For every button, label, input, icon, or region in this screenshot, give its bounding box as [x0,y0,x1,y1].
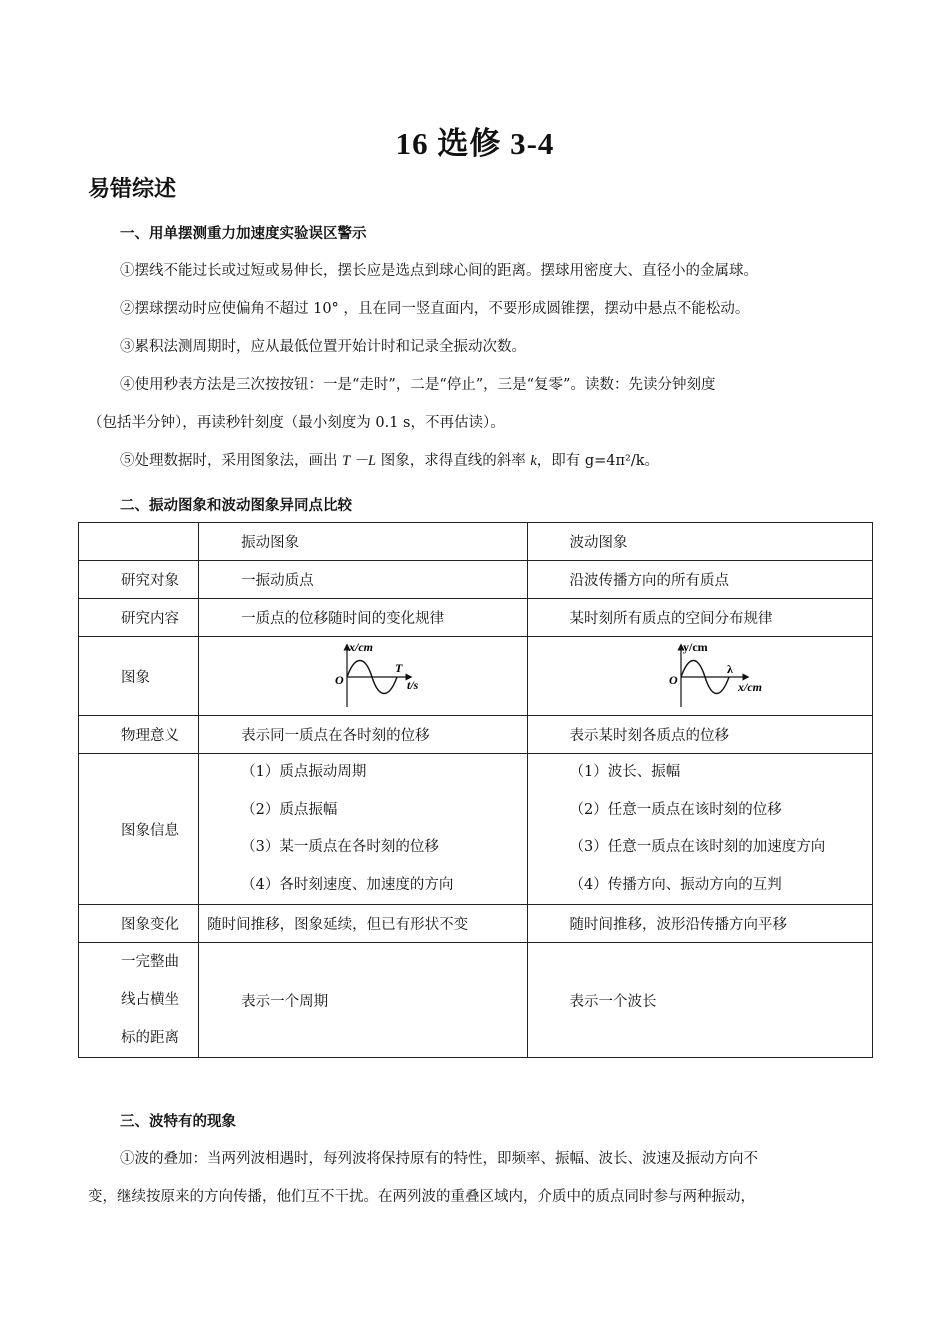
vib-origin: O [335,673,344,687]
row-label-span-line2: 线占横坐 [121,992,179,1008]
part3-item1-line1: ①波的叠加：当两列波相遇时，每列波将保持原有的特性，即频率、振幅、波长、波速及振动方向不 [120,1151,758,1167]
vib-info-2: （2）质点振幅 [241,801,338,818]
vib-object: 一振动质点 [199,561,527,599]
vib-info-3: （3）某一质点在各时刻的位移 [241,839,439,855]
row-label-graph: 图象 [79,637,199,716]
wave-info-3: （3）任意一质点在该时刻的加速度方向 [569,839,826,855]
vib-info-1: （1）质点振动周期 [241,764,367,780]
part1-item2: ②摆球摆动时应使偏角不超过 10° ，且在同一竖直面内，不要形成圆锥摆，摆动中悬点不能松动。 [120,301,750,317]
row-label-span [79,943,199,1058]
part1-item5-mid: 图象，求得直线的斜率 [376,453,531,469]
part1-item5-post: ，即有 g=4π²/k。 [536,453,660,469]
header-empty-cell [79,523,199,561]
wave-object: 沿波传播方向的所有质点 [527,561,872,599]
wave-meaning: 表示某时刻各质点的位移 [527,716,872,754]
wave-info-4: （4）传播方向、振动方向的互判 [569,876,782,893]
part1-item5-var: T －L [342,453,377,469]
vib-span: 表示一个周期 [199,943,527,1058]
wave-origin: O [668,673,678,687]
wave-graph-cell [527,637,872,716]
row-label-span-line1: 一完整曲 [121,954,179,970]
comparison-table [78,522,873,1058]
part3-heading: 三、波特有的现象 [120,1114,236,1130]
wave-change: 随时间推移，波形沿传播方向平移 [527,905,872,943]
table-row [79,905,873,943]
wave-graph [528,637,873,711]
vib-content: 一质点的位移随时间的变化规律 [199,599,527,637]
table-row [79,716,873,754]
row-label-change: 图象变化 [79,905,199,943]
wave-info-1: （1）波长、振幅 [569,764,681,780]
row-label-meaning: 物理意义 [79,716,199,754]
part1-item4-line1: ④使用秒表方法是三次按按钮：一是“走时”，二是“停止”，三是“复零”。读数：先读分钟刻度 [120,377,716,393]
wave-info-cell [527,754,872,905]
table-row [79,637,873,716]
vib-graph-cell [199,637,527,716]
part2-heading: 二、振动图象和波动图象异同点比较 [120,498,352,514]
vibration-graph [199,637,527,711]
section-heading: 易错综述 [88,177,177,202]
vib-info-4: （4）各时刻速度、加速度的方向 [241,876,454,893]
part3-item1-line2: 变，继续按原来的方向传播，他们互不干扰。在两列波的重叠区域内，介质中的质点同时参与两种振动， [88,1189,755,1205]
table-row [79,754,873,905]
part1-item5 [88,442,868,480]
vib-period-label: T [395,661,403,675]
part1-item4-line2: （包括半分钟），再读秒针刻度（最小刻度为 0.1 s，不再估读）。 [88,415,505,431]
row-label-info: 图象信息 [79,754,199,905]
part1-item5-pre: ⑤处理数据时，采用图象法，画出 [120,453,343,469]
page-title: 16 选修 3-4 [395,126,555,161]
row-label-object: 研究对象 [79,561,199,599]
vib-ylabel: x/cm [349,640,374,654]
wave-span: 表示一个波长 [527,943,872,1058]
part1-item1: ①摆线不能过长或过短或易伸长，摆长应是选点到球心间的距离。摆球用密度大、直径小的金属球。 [120,263,758,279]
vib-change: 随时间推移，图象延续，但已有形状不变 [199,905,527,943]
table-row [79,599,873,637]
vib-xlabel: t/s [407,678,419,692]
vib-meaning: 表示同一质点在各时刻的位移 [199,716,527,754]
row-label-content: 研究内容 [79,599,199,637]
wave-xlabel: x/cm [737,680,762,694]
wave-lambda-label: λ [726,662,733,676]
wave-ylabel: y/cm [682,640,708,654]
table-row [79,561,873,599]
wave-info-2: （2）任意一质点在该时刻的位移 [569,801,782,818]
table-header-row [79,523,873,561]
header-wave: 波动图象 [527,523,872,561]
wave-content: 某时刻所有质点的空间分布规律 [527,599,872,637]
part1-item3: ③累积法测周期时，应从最低位置开始计时和记录全振动次数。 [120,339,526,355]
part1-item5-k: k [530,453,537,469]
row-label-span-line3: 标的距离 [121,1030,179,1046]
header-vibration: 振动图象 [199,523,527,561]
vib-info-cell [199,754,527,905]
table-row [79,943,873,1058]
part1-heading: 一、用单摆测重力加速度实验误区警示 [120,226,367,242]
